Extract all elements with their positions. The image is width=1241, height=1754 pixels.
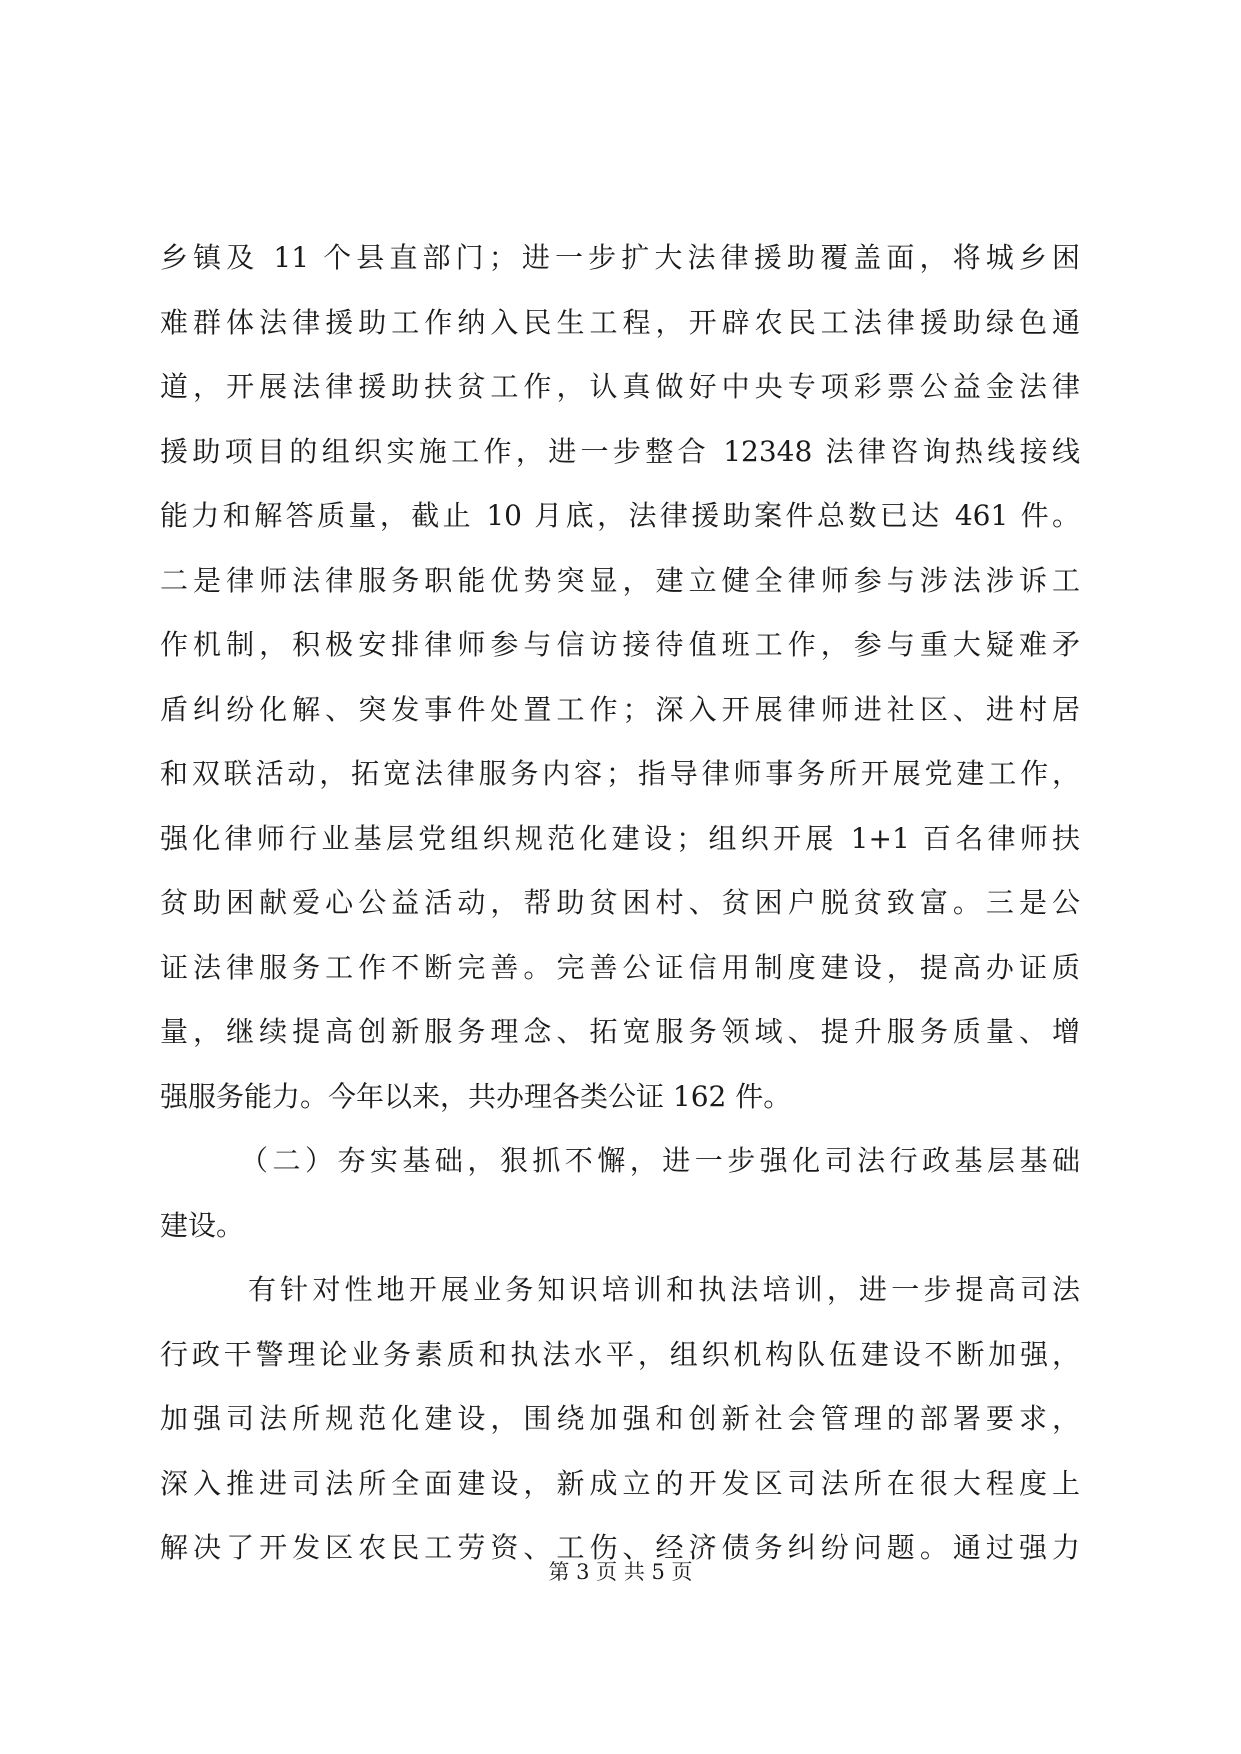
- document-body: [160, 226, 1080, 1581]
- text-line: 和双联活动，拓宽法律服务内容；指导律师事务所开展党建工作，: [160, 757, 1080, 790]
- section-heading-line: 建设。: [160, 1208, 245, 1242]
- text-line: 能力和解答质量，截止 10 月底，法律援助案件总数已达 461 件。: [160, 499, 1080, 532]
- text-line: 行政干警理论业务素质和执法水平，组织机构队伍建设不断加强，: [160, 1337, 1080, 1371]
- text-line: 有针对性地开展业务知识培训和执法培训，进一步提高司法: [248, 1273, 1080, 1306]
- text-line: 强服务能力。今年以来，共办理各类公证 162 件。: [160, 1079, 792, 1113]
- text-line: 量，继续提高创新服务理念、拓宽服务领域、提升服务质量、增: [160, 1015, 1080, 1048]
- text-line: 贫助困献爱心公益活动，帮助贫困村、贫困户脱贫致富。三是公: [160, 886, 1080, 919]
- text-line: 作机制，积极安排律师参与信访接待值班工作，参与重大疑难矛: [160, 628, 1080, 661]
- section-heading-line: （二）夯实基础，狠抓不懈，进一步强化司法行政基层基础: [240, 1144, 1080, 1177]
- text-line: 援助项目的组织实施工作，进一步整合 12348 法律咨询热线接线: [160, 434, 1080, 468]
- page-number-footer: 第 3 页 共 5 页: [548, 1560, 693, 1584]
- text-line: 强化律师行业基层党组织规范化建设；组织开展 1+1 百名律师扶: [160, 821, 1080, 855]
- text-line: 二是律师法律服务职能优势突显，建立健全律师参与涉法涉诉工: [160, 563, 1080, 597]
- text-line: 难群体法律援助工作纳入民生工程，开辟农民工法律援助绿色通: [160, 305, 1080, 339]
- text-line: 乡镇及 11 个县直部门；进一步扩大法律援助覆盖面，将城乡困: [160, 241, 1080, 274]
- text-line: 深入推进司法所全面建设，新成立的开发区司法所在很大程度上: [160, 1466, 1080, 1500]
- text-line: 加强司法所规范化建设，围绕加强和创新社会管理的部署要求，: [160, 1402, 1080, 1435]
- text-line: 盾纠纷化解、突发事件处置工作；深入开展律师进社区、进村居: [160, 692, 1080, 726]
- text-line: 解决了开发区农民工劳资、工伤、经济债务纠纷问题。通过强力: [160, 1531, 1080, 1564]
- text-line: 道，开展法律援助扶贫工作，认真做好中央专项彩票公益金法律: [160, 370, 1080, 403]
- text-line: 证法律服务工作不断完善。完善公证信用制度建设，提高办证质: [160, 950, 1080, 984]
